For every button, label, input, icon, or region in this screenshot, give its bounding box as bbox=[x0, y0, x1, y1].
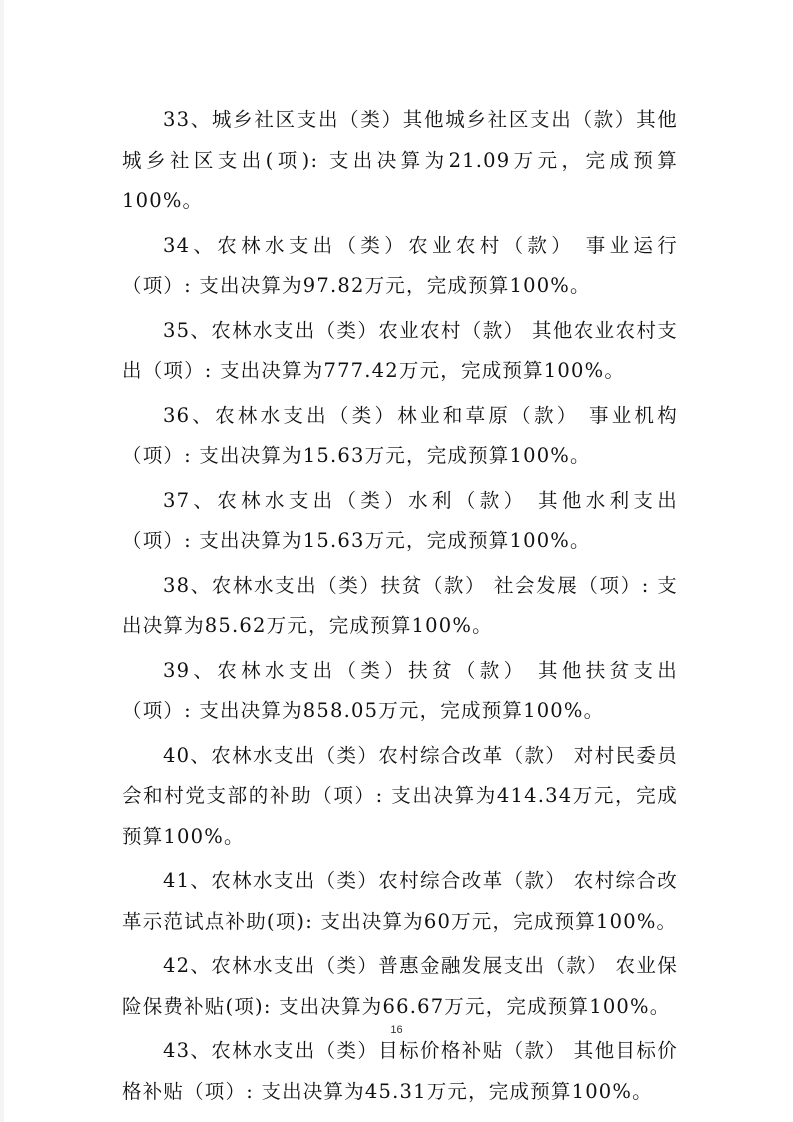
paragraph-36: 36、农林水支出（类）林业和草原（款） 事业机构（项）: 支出决算为15.63万元，完成预算100%。 bbox=[122, 403, 678, 467]
paragraph-38: 38、农林水支出（类）扶贫（款） 社会发展（项）: 支出决算为85.62万元，完成预算100%。 bbox=[122, 573, 678, 637]
paragraph-40: 40、农林水支出（类）农村综合改革（款） 对村民委员会和村党支部的补助（项）: 支出决算为414.34万元，完成预算100%。 bbox=[122, 743, 678, 848]
document-body bbox=[122, 100, 678, 1116]
page-edge bbox=[0, 0, 4, 1122]
page-number: 16 bbox=[390, 1024, 403, 1036]
paragraph-39: 39、农林水支出（类）扶贫（款） 其他扶贫支出（项）: 支出决算为858.05万元，完成预算100%。 bbox=[122, 658, 678, 722]
paragraph-35: 35、农林水支出（类）农业农村（款） 其他农业农村支出（项）: 支出决算为777.42万元，完成预算100%。 bbox=[122, 318, 678, 382]
paragraph-37: 37、农林水支出（类）水利（款） 其他水利支出（项）: 支出决算为15.63万元，完成预算100%。 bbox=[122, 488, 678, 552]
paragraph-42: 42、农林水支出（类）普惠金融发展支出（款） 农业保险保费补贴(项): 支出决算为66.67万元，完成预算100%。 bbox=[122, 954, 678, 1018]
paragraph-41: 41、农林水支出（类）农村综合改革（款） 农村综合改革示范试点补助(项): 支出决算为60万元，完成预算100%。 bbox=[122, 869, 678, 933]
paragraph-33: 33、城乡社区支出（类）其他城乡社区支出（款）其他城乡社区支出(项): 支出决算为21.09万元，完成预算100%。 bbox=[122, 108, 678, 212]
paragraph-43: 43、农林水支出（类）目标价格补贴（款） 其他目标价格补贴（项）: 支出决算为45.31万元，完成预算100%。 bbox=[122, 1039, 678, 1103]
paragraph-34: 34、农林水支出（类）农业农村（款） 事业运行（项）: 支出决算为97.82万元，完成预算100%。 bbox=[122, 233, 678, 297]
